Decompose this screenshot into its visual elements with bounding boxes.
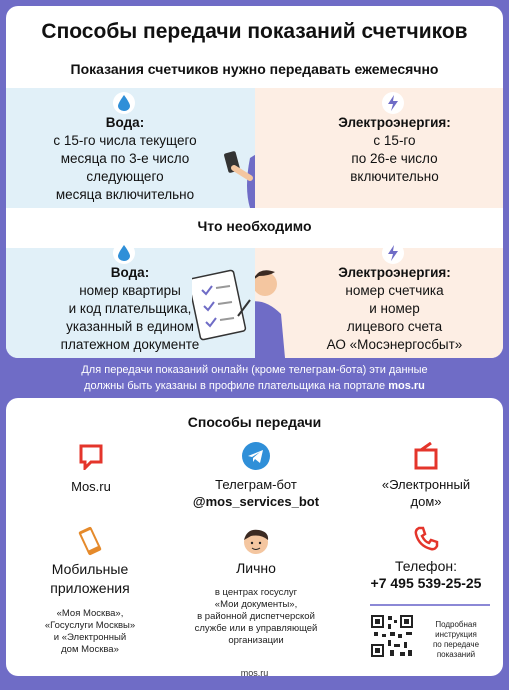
water-schedule-line: месяца по 3-е число: [60, 151, 190, 166]
page-subtitle: Показания счетчиков нужно передавать ежемесячно: [70, 61, 439, 77]
mobile-apps-label-2: приложения: [50, 580, 130, 596]
qr-note-line: инструкция: [435, 630, 477, 639]
top-card: [6, 6, 503, 358]
method-mobile-apps[interactable]: [20, 526, 160, 656]
phone-icon: [413, 526, 439, 552]
qr-note-line: показаний: [436, 650, 476, 659]
mobile-apps-note: «Госуслуги Москвы»: [44, 620, 136, 631]
telegram-handle[interactable]: @mos_services_bot: [192, 494, 320, 509]
electricity-needed-line: номер счетчика: [345, 283, 444, 298]
water-needed-heading: Вода:: [110, 265, 150, 280]
notice-line: Для передачи показаний онлайн (кроме телеграм-бота) эти данные: [81, 364, 428, 376]
in-person-note: в центрах госуслуг: [214, 587, 298, 598]
person-face-icon: [241, 526, 271, 556]
divider: [370, 604, 490, 606]
electricity-needed-text: [295, 264, 495, 354]
in-person-note: службе или в управляющей: [194, 623, 318, 634]
water-schedule-heading: Вода:: [105, 115, 145, 130]
mos-ru-link[interactable]: mos.ru: [388, 380, 425, 392]
person-checklist-illustration: [192, 260, 258, 358]
telegram-label: Телеграм-бот: [215, 477, 297, 492]
water-drop-icon: [113, 242, 135, 264]
mobile-apps-note: «Моя Москва»,: [56, 608, 124, 619]
electricity-needed-line: АО «Мосэнергосбыт»: [326, 337, 463, 352]
water-schedule-line: следующего: [86, 169, 164, 184]
electricity-needed-line: и номер: [369, 301, 420, 316]
in-person-note: в районной диспетчерской: [197, 611, 315, 622]
schedule-band: [6, 88, 503, 208]
method-phone[interactable]: [356, 526, 496, 592]
smartphone-icon: [77, 526, 103, 556]
mos-ru-label: Mos.ru: [71, 479, 111, 494]
mobile-apps-note: дом Москва»: [61, 644, 119, 655]
electricity-schedule-line: включительно: [350, 169, 439, 184]
methods-heading: Способы передачи: [187, 414, 322, 430]
electricity-needed-heading: Электроэнергия:: [338, 265, 451, 280]
water-schedule-line: с 15-го числа текущего: [53, 133, 197, 148]
electricity-schedule-line: с 15-го: [373, 133, 416, 148]
page-title: Способы передачи показаний счетчиков: [41, 20, 468, 43]
needed-heading: Что необходимо: [197, 218, 312, 234]
method-telegram[interactable]: [176, 442, 336, 510]
qr-code[interactable]: [370, 614, 414, 658]
electricity-needed-panel: [255, 248, 504, 358]
in-person-note: организации: [228, 635, 284, 646]
phone-number[interactable]: +7 495 539-25-25: [370, 575, 482, 591]
water-schedule-text: [10, 114, 240, 204]
water-schedule-panel: [6, 88, 255, 208]
methods-card: [6, 398, 503, 676]
electricity-schedule-text: [295, 114, 495, 186]
in-person-label: Лично: [236, 560, 276, 576]
electronic-home-label: «Электронный: [381, 477, 471, 492]
needed-band: [6, 248, 503, 358]
lightning-icon: [382, 242, 404, 264]
mos-ru-icon: [79, 444, 103, 470]
mobile-apps-note: и «Электронный: [53, 632, 127, 643]
water-needed-line: платежном документе: [60, 337, 200, 352]
electronic-home-label-2: дом»: [410, 494, 442, 509]
water-needed-line: и код плательщика,: [68, 301, 192, 316]
method-mos-ru[interactable]: [26, 444, 156, 495]
water-needed-panel: [6, 248, 255, 358]
qr-note-line: Подробная: [435, 620, 477, 629]
online-notice: [6, 362, 503, 394]
footer-site[interactable]: mos.ru: [240, 668, 269, 678]
method-electronic-home[interactable]: [356, 442, 496, 510]
telegram-icon: [242, 442, 270, 470]
mobile-apps-label: Мобильные: [51, 561, 129, 577]
electronic-home-icon: [413, 442, 439, 470]
electricity-schedule-line: по 26-е число: [351, 151, 438, 166]
qr-note: [420, 620, 492, 660]
notice-line-2: должны быть указаны в профиле плательщика на портале mos.ru: [84, 380, 425, 392]
electricity-schedule-panel: [255, 88, 504, 208]
person-illustration: [255, 262, 295, 358]
in-person-note: «Мои документы»,: [214, 599, 298, 610]
water-needed-line: номер квартиры: [79, 283, 181, 298]
phone-label: Телефон:: [395, 558, 457, 574]
electricity-needed-line: лицевого счета: [346, 319, 443, 334]
water-needed-line: указанный в едином: [66, 319, 194, 334]
method-in-person: [176, 526, 336, 647]
lightning-icon: [382, 92, 404, 114]
water-drop-icon: [113, 92, 135, 114]
electricity-schedule-heading: Электроэнергия:: [338, 115, 451, 130]
qr-note-line: по передаче: [432, 640, 480, 649]
water-schedule-line: месяца включительно: [55, 187, 195, 202]
